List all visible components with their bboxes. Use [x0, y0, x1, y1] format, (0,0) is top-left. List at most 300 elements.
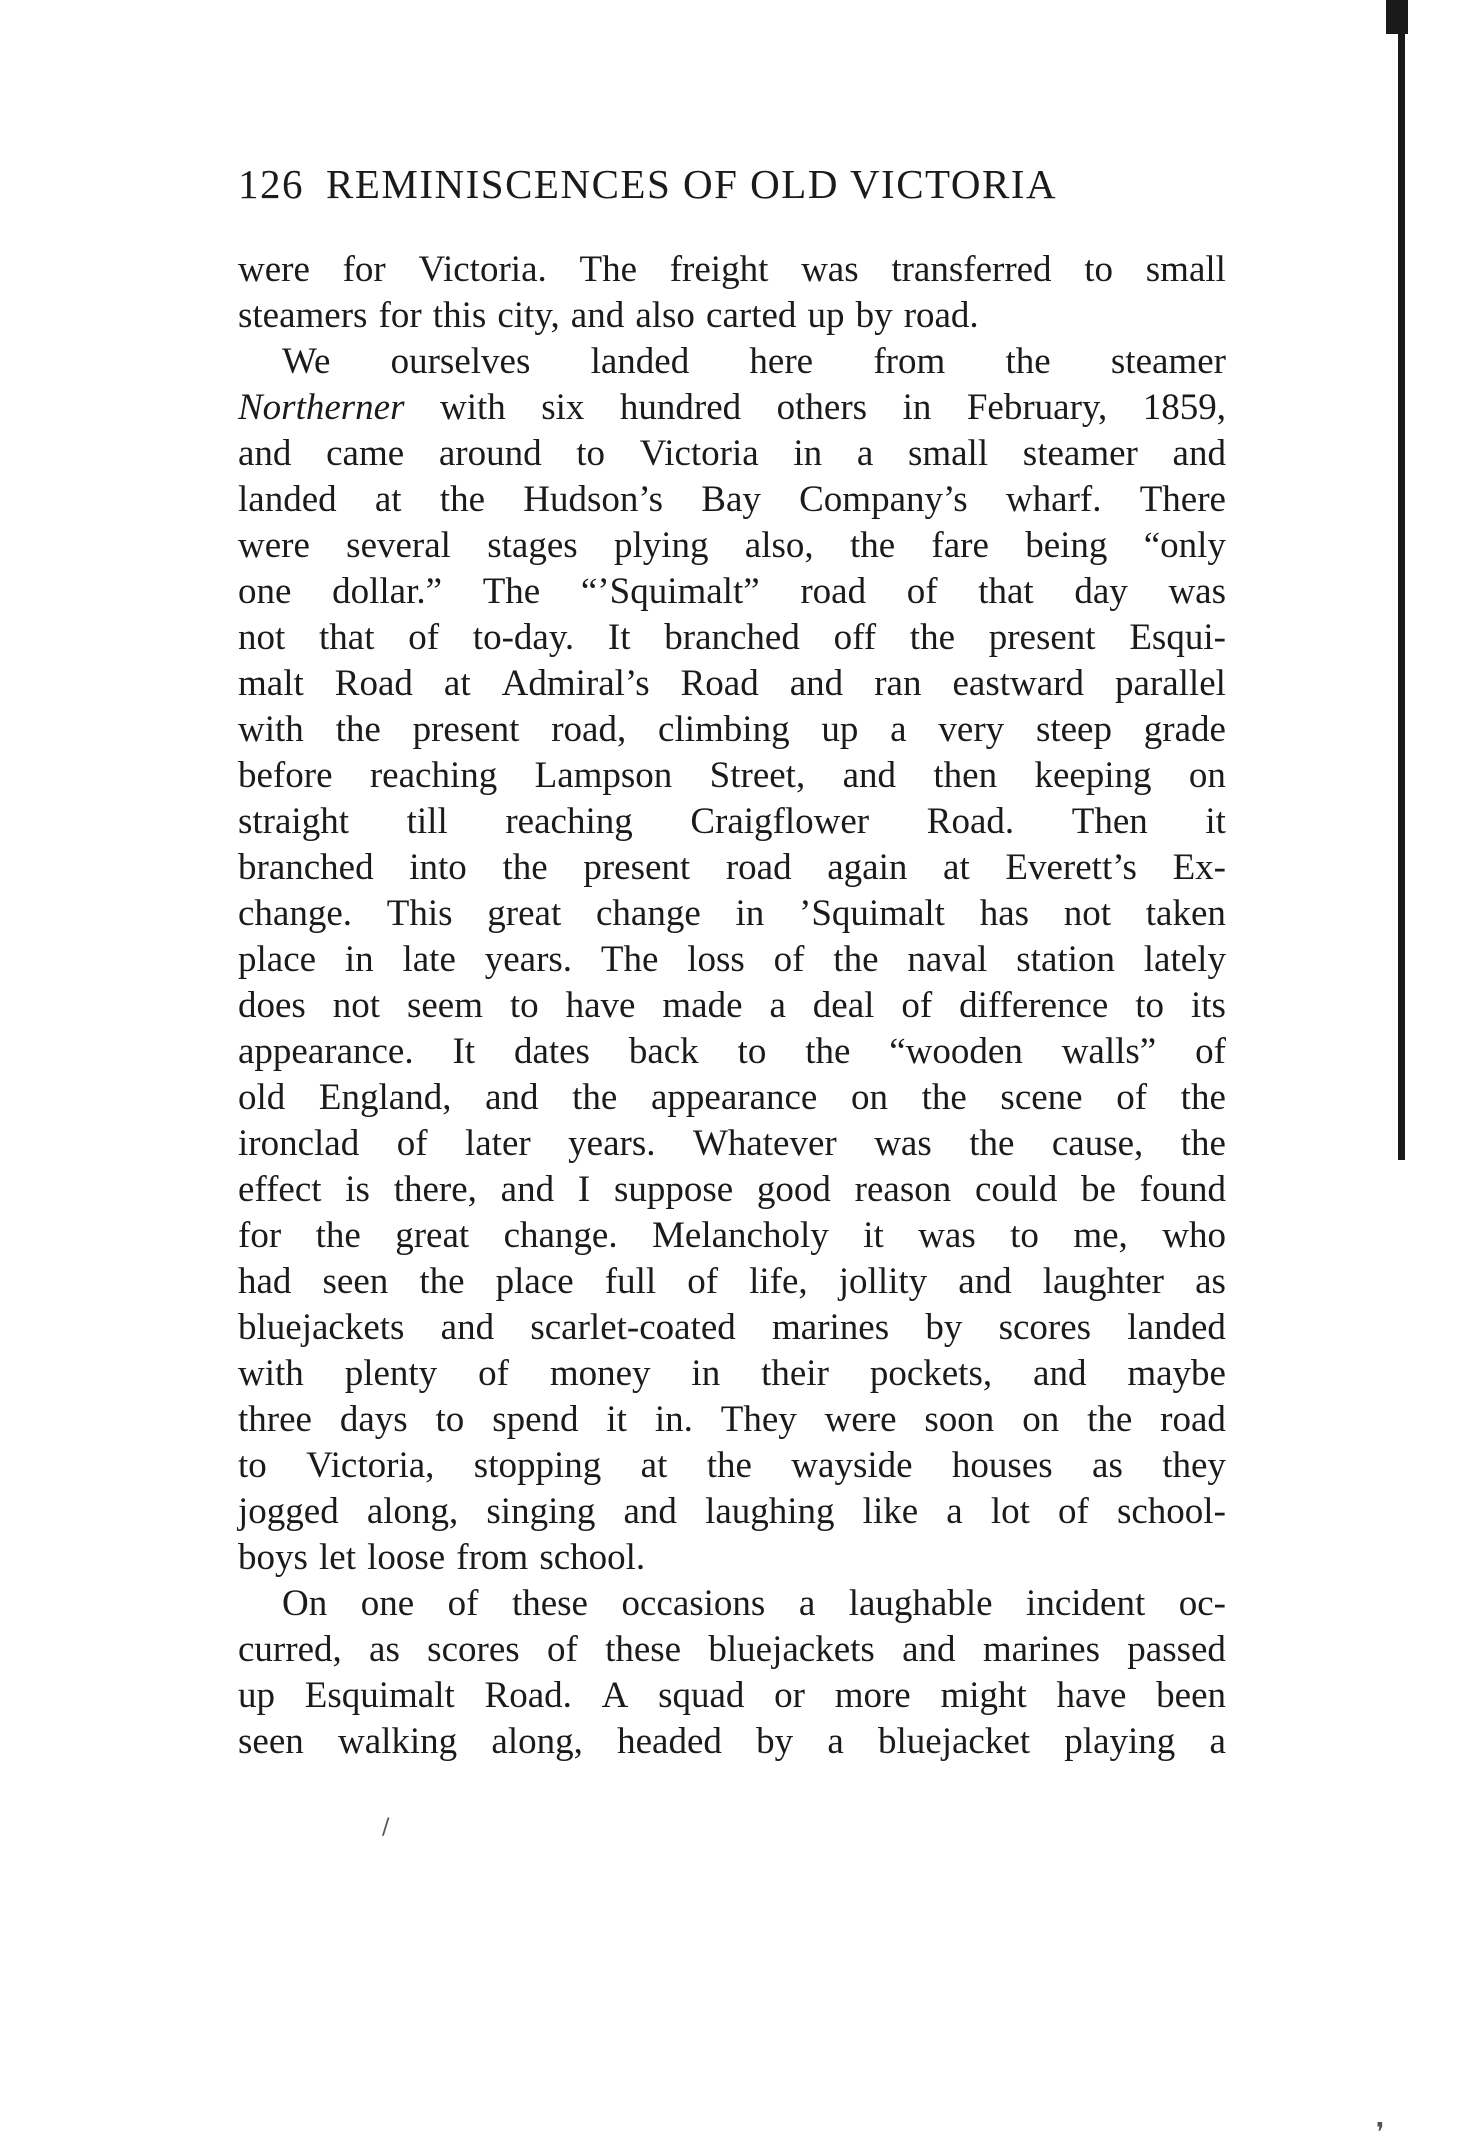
word: also,: [744, 525, 814, 566]
word: a: [946, 1491, 963, 1532]
word: Company’s: [799, 479, 968, 520]
word: as: [1195, 1261, 1226, 1302]
word: steamer: [1022, 433, 1138, 474]
word: of: [1195, 1031, 1226, 1072]
word: was: [918, 1215, 976, 1256]
word: who: [1162, 1215, 1226, 1256]
word: their: [761, 1353, 829, 1394]
word: these: [511, 1583, 588, 1624]
word: were: [238, 525, 310, 566]
word: We: [282, 341, 331, 382]
word: at: [374, 479, 402, 520]
word: and: [238, 433, 292, 474]
word: appearance.: [238, 1031, 414, 1072]
word: place: [495, 1261, 574, 1302]
word: houses: [951, 1445, 1053, 1486]
word: like: [862, 1491, 919, 1532]
word: of: [901, 985, 933, 1026]
word: were: [824, 1399, 897, 1440]
text-line: [238, 1075, 1226, 1121]
italic-word: Northerner: [238, 387, 405, 428]
word: not: [332, 985, 381, 1026]
word: a: [1209, 1721, 1226, 1762]
word: a: [856, 433, 874, 474]
word: of: [396, 1123, 428, 1164]
word: to: [576, 433, 606, 474]
word: hundred: [619, 387, 742, 428]
text-line: [238, 937, 1226, 983]
word: full: [604, 1261, 657, 1302]
word: landed: [590, 341, 690, 382]
text-line: [238, 1673, 1226, 1719]
word: pockets,: [869, 1353, 993, 1394]
word: They: [720, 1399, 797, 1440]
word: was: [1168, 571, 1226, 612]
word: Admiral’s: [501, 663, 650, 704]
text-line: [238, 1489, 1226, 1535]
word: found: [1139, 1169, 1226, 1210]
word: it: [606, 1399, 627, 1440]
word: the: [921, 1077, 967, 1118]
word: let: [319, 1537, 356, 1578]
word: grade: [1143, 709, 1226, 750]
word: at: [443, 663, 471, 704]
word: came: [326, 433, 405, 474]
word: made: [662, 985, 743, 1026]
text-line: [238, 1581, 1226, 1627]
word: then: [933, 755, 998, 796]
word: these: [605, 1629, 682, 1670]
word: Victoria,: [306, 1445, 435, 1486]
text-line: [238, 891, 1226, 937]
word: great: [487, 893, 562, 934]
word: scarlet-coated: [530, 1307, 736, 1348]
word: a: [769, 985, 786, 1026]
word: seem: [406, 985, 483, 1026]
word: plenty: [344, 1353, 438, 1394]
word: of: [773, 939, 805, 980]
word: stopping: [473, 1445, 602, 1486]
word: Then: [1071, 801, 1148, 842]
text-line: [238, 707, 1226, 753]
word: to: [435, 1399, 465, 1440]
word: maybe: [1127, 1353, 1226, 1394]
word: was: [801, 249, 859, 290]
binding-edge-top: [1386, 0, 1408, 34]
word: had: [238, 1261, 292, 1302]
word: Street,: [709, 755, 806, 796]
word: of: [408, 617, 440, 658]
word: The: [482, 571, 541, 612]
word: on: [850, 1077, 888, 1118]
word: up: [821, 709, 859, 750]
word: loose: [367, 1537, 446, 1578]
word: others: [776, 387, 868, 428]
word: in: [902, 387, 932, 428]
word: It: [452, 1031, 476, 1072]
word: wharf.: [1005, 479, 1102, 520]
word: squad: [658, 1675, 745, 1716]
word: “’Squimalt”: [580, 571, 760, 612]
word: the: [419, 1261, 465, 1302]
word: old: [238, 1077, 286, 1118]
word: Esqui-: [1129, 617, 1226, 658]
word: and: [485, 1077, 539, 1118]
word: suppose: [613, 1169, 734, 1210]
word: they: [1162, 1445, 1226, 1486]
word: This: [386, 893, 453, 934]
word: Road.: [926, 801, 1015, 842]
word: in: [344, 939, 374, 980]
word: from: [873, 341, 946, 382]
text-line: [238, 1305, 1226, 1351]
word: singing: [486, 1491, 596, 1532]
word: spend: [492, 1399, 579, 1440]
word: to: [737, 1031, 767, 1072]
text-line: [238, 339, 1226, 385]
word: It: [607, 617, 631, 658]
text-line: [238, 1627, 1226, 1673]
word: from: [456, 1537, 529, 1578]
word: a: [798, 1583, 816, 1624]
word: dollar.”: [332, 571, 443, 612]
word: that: [978, 571, 1034, 612]
word: incident: [1026, 1583, 1146, 1624]
word: has: [979, 893, 1030, 934]
word: plying: [613, 525, 709, 566]
word: there,: [393, 1169, 477, 1210]
word: of: [447, 1583, 479, 1624]
word: boys: [238, 1537, 308, 1578]
word: and: [789, 663, 844, 704]
text-line: [238, 1351, 1226, 1397]
word: is: [345, 1169, 370, 1210]
text-line: [238, 523, 1226, 569]
word: difference: [959, 985, 1109, 1026]
word: a: [827, 1721, 844, 1762]
word: present: [412, 709, 520, 750]
word: ourselves: [390, 341, 531, 382]
word: keeping: [1034, 755, 1152, 796]
word: climbing: [658, 709, 790, 750]
word: scores: [998, 1307, 1092, 1348]
word: Everett’s: [1005, 847, 1137, 888]
word: walls”: [1061, 1031, 1157, 1072]
word: place: [238, 939, 317, 980]
word: reaching: [505, 801, 633, 842]
body-text: [238, 247, 1226, 1765]
word: jogged: [238, 1491, 339, 1532]
word: years.: [484, 939, 573, 980]
word: bluejackets: [708, 1629, 875, 1670]
word: road: [800, 571, 867, 612]
word: city,: [497, 295, 560, 336]
text-line: [238, 1397, 1226, 1443]
word: one: [238, 571, 292, 612]
word: effect: [238, 1169, 322, 1210]
word: could: [975, 1169, 1058, 1210]
word: at: [640, 1445, 668, 1486]
word: “wooden: [889, 1031, 1023, 1072]
word: not: [1063, 893, 1112, 934]
text-line: [238, 1443, 1226, 1489]
word: transferred: [891, 249, 1052, 290]
word: great: [395, 1215, 470, 1256]
word: might: [940, 1675, 1027, 1716]
word: scores: [427, 1629, 520, 1670]
word: by: [855, 295, 893, 336]
word: marines: [772, 1307, 890, 1348]
word: day: [1074, 571, 1128, 612]
word: dates: [513, 1031, 590, 1072]
word: days: [339, 1399, 408, 1440]
word: of: [546, 1629, 578, 1670]
word: on: [1022, 1399, 1060, 1440]
word: being: [1025, 525, 1108, 566]
word: as: [1092, 1445, 1123, 1486]
word: into: [409, 847, 467, 888]
word: laughing: [705, 1491, 835, 1532]
word: present: [583, 847, 691, 888]
word: along,: [366, 1491, 459, 1532]
text-line: [238, 1167, 1226, 1213]
word: to: [238, 1445, 267, 1486]
word: three: [238, 1399, 312, 1440]
word: cause,: [1051, 1123, 1144, 1164]
word: Road.: [484, 1675, 572, 1716]
binding-edge-shadow: [1398, 0, 1405, 1160]
word: small: [907, 433, 989, 474]
word: to: [1135, 985, 1165, 1026]
word: in: [793, 433, 823, 474]
page-number: 126: [238, 161, 304, 207]
word: naval: [907, 939, 988, 980]
text-line: [238, 1029, 1226, 1075]
text-line: [238, 569, 1226, 615]
word: ’Squimalt: [799, 893, 945, 934]
word: the: [439, 479, 485, 520]
word: wayside: [791, 1445, 913, 1486]
word: the: [805, 1031, 851, 1072]
word: change: [595, 893, 701, 934]
word: landed: [238, 479, 337, 520]
word: very: [938, 709, 1005, 750]
text-line: [238, 431, 1226, 477]
word: The: [579, 249, 637, 290]
word: Bay: [701, 479, 761, 520]
word: Esquimalt: [304, 1675, 455, 1716]
word: was: [874, 1123, 932, 1164]
word: and: [623, 1491, 677, 1532]
word: lately: [1143, 939, 1226, 980]
word: the: [849, 525, 896, 566]
running-header: [238, 160, 1238, 220]
word: several: [346, 525, 451, 566]
text-line: [238, 661, 1226, 707]
word: taken: [1145, 893, 1226, 934]
word: with: [238, 1353, 304, 1394]
word: eastward: [952, 663, 1084, 704]
word: Victoria.: [418, 249, 547, 290]
word: to: [1010, 1215, 1039, 1256]
word: by: [925, 1307, 963, 1348]
word: off: [833, 617, 877, 658]
word: steamers: [238, 295, 368, 336]
word: stages: [487, 525, 578, 566]
word: walking: [337, 1721, 458, 1762]
word: along,: [491, 1721, 583, 1762]
word: have: [565, 985, 636, 1026]
word: I: [577, 1169, 591, 1210]
word: Melancholy: [652, 1215, 829, 1256]
word: the: [1180, 1123, 1226, 1164]
word: appearance: [650, 1077, 818, 1118]
word: late: [402, 939, 456, 980]
word: it: [863, 1215, 884, 1256]
word: “only: [1143, 525, 1226, 566]
word: A: [601, 1675, 629, 1716]
word: freight: [669, 249, 769, 290]
word: The: [600, 939, 659, 980]
word: back: [628, 1031, 699, 1072]
word: for: [238, 1215, 282, 1256]
word: Hudson’s: [523, 479, 664, 520]
word: life,: [749, 1261, 808, 1302]
text-line: [238, 1535, 1226, 1581]
word: in: [735, 893, 765, 934]
text-line: [238, 1719, 1226, 1765]
word: bluejacket: [878, 1721, 1031, 1762]
scan-mark: ❜: [1376, 2118, 1385, 2148]
word: with: [439, 387, 506, 428]
word: soon: [924, 1399, 995, 1440]
word: and: [842, 755, 897, 796]
word: station: [1016, 939, 1115, 980]
text-line: [238, 753, 1226, 799]
word: Road: [334, 663, 413, 704]
text-line: [238, 385, 1226, 431]
word: scene: [1000, 1077, 1083, 1118]
word: the: [706, 1445, 752, 1486]
word: on: [1188, 755, 1226, 796]
word: lot: [990, 1491, 1030, 1532]
word: to: [509, 985, 539, 1026]
word: of: [478, 1353, 509, 1394]
word: There: [1139, 479, 1226, 520]
word: branched: [664, 617, 800, 658]
word: to-day.: [472, 617, 575, 658]
text-line: [238, 1213, 1226, 1259]
word: school-: [1116, 1491, 1226, 1532]
word: a: [890, 709, 907, 750]
word: for: [342, 249, 386, 290]
word: more: [834, 1675, 911, 1716]
word: of: [1116, 1077, 1148, 1118]
word: passed: [1127, 1629, 1226, 1670]
word: marines: [982, 1629, 1100, 1670]
word: bluejackets: [238, 1307, 405, 1348]
word: the: [833, 939, 879, 980]
word: in: [691, 1353, 721, 1394]
word: it: [1205, 801, 1226, 842]
word: Road: [680, 663, 759, 704]
word: money: [549, 1353, 651, 1394]
word: landed: [1127, 1307, 1226, 1348]
word: here: [749, 341, 814, 382]
word: present: [988, 617, 1096, 658]
word: and: [570, 295, 625, 336]
word: in.: [654, 1399, 693, 1440]
word: steamer: [1110, 341, 1226, 382]
text-line: [238, 477, 1226, 523]
word: deal: [812, 985, 875, 1026]
word: and: [1172, 433, 1226, 474]
word: road,: [551, 709, 627, 750]
word: laughable: [848, 1583, 993, 1624]
word: of: [687, 1261, 719, 1302]
word: have: [1056, 1675, 1127, 1716]
word: England,: [318, 1077, 452, 1118]
word: headed: [617, 1721, 722, 1762]
word: be: [1080, 1169, 1116, 1210]
word: does: [238, 985, 306, 1026]
word: 1859,: [1142, 387, 1226, 428]
word: branched: [238, 847, 374, 888]
word: change.: [238, 893, 353, 934]
word: the: [1180, 1077, 1226, 1118]
text-line: [238, 293, 1226, 339]
word: On: [282, 1583, 328, 1624]
word: with: [238, 709, 304, 750]
word: for: [378, 295, 422, 336]
word: malt: [238, 663, 304, 704]
word: carted: [706, 295, 797, 336]
word: loss: [687, 939, 745, 980]
word: later: [464, 1123, 531, 1164]
word: straight: [238, 801, 349, 842]
text-line: [238, 799, 1226, 845]
word: jollity: [838, 1261, 928, 1302]
word: road: [1160, 1399, 1226, 1440]
word: reason: [854, 1169, 952, 1210]
word: road: [725, 847, 792, 888]
word: ran: [874, 663, 922, 704]
word: good: [756, 1169, 831, 1210]
word: or: [774, 1675, 805, 1716]
word: its: [1190, 985, 1226, 1026]
word: Ex-: [1172, 847, 1226, 888]
word: again: [827, 847, 908, 888]
word: at: [943, 847, 970, 888]
text-line: [238, 983, 1226, 1029]
word: curred,: [238, 1629, 342, 1670]
word: occasions: [621, 1583, 766, 1624]
word: years.: [568, 1123, 656, 1164]
word: steep: [1035, 709, 1112, 750]
word: Whatever: [692, 1123, 837, 1164]
word: reaching: [369, 755, 498, 796]
word: one: [360, 1583, 415, 1624]
word: me,: [1073, 1215, 1128, 1256]
word: six: [541, 387, 585, 428]
word: small: [1145, 249, 1226, 290]
word: and: [902, 1629, 956, 1670]
running-head-title: REMINISCENCES OF OLD VICTORIA: [326, 161, 1058, 207]
word: fare: [931, 525, 989, 566]
word: also: [635, 295, 695, 336]
word: laughter: [1042, 1261, 1164, 1302]
text-line: [238, 1121, 1226, 1167]
